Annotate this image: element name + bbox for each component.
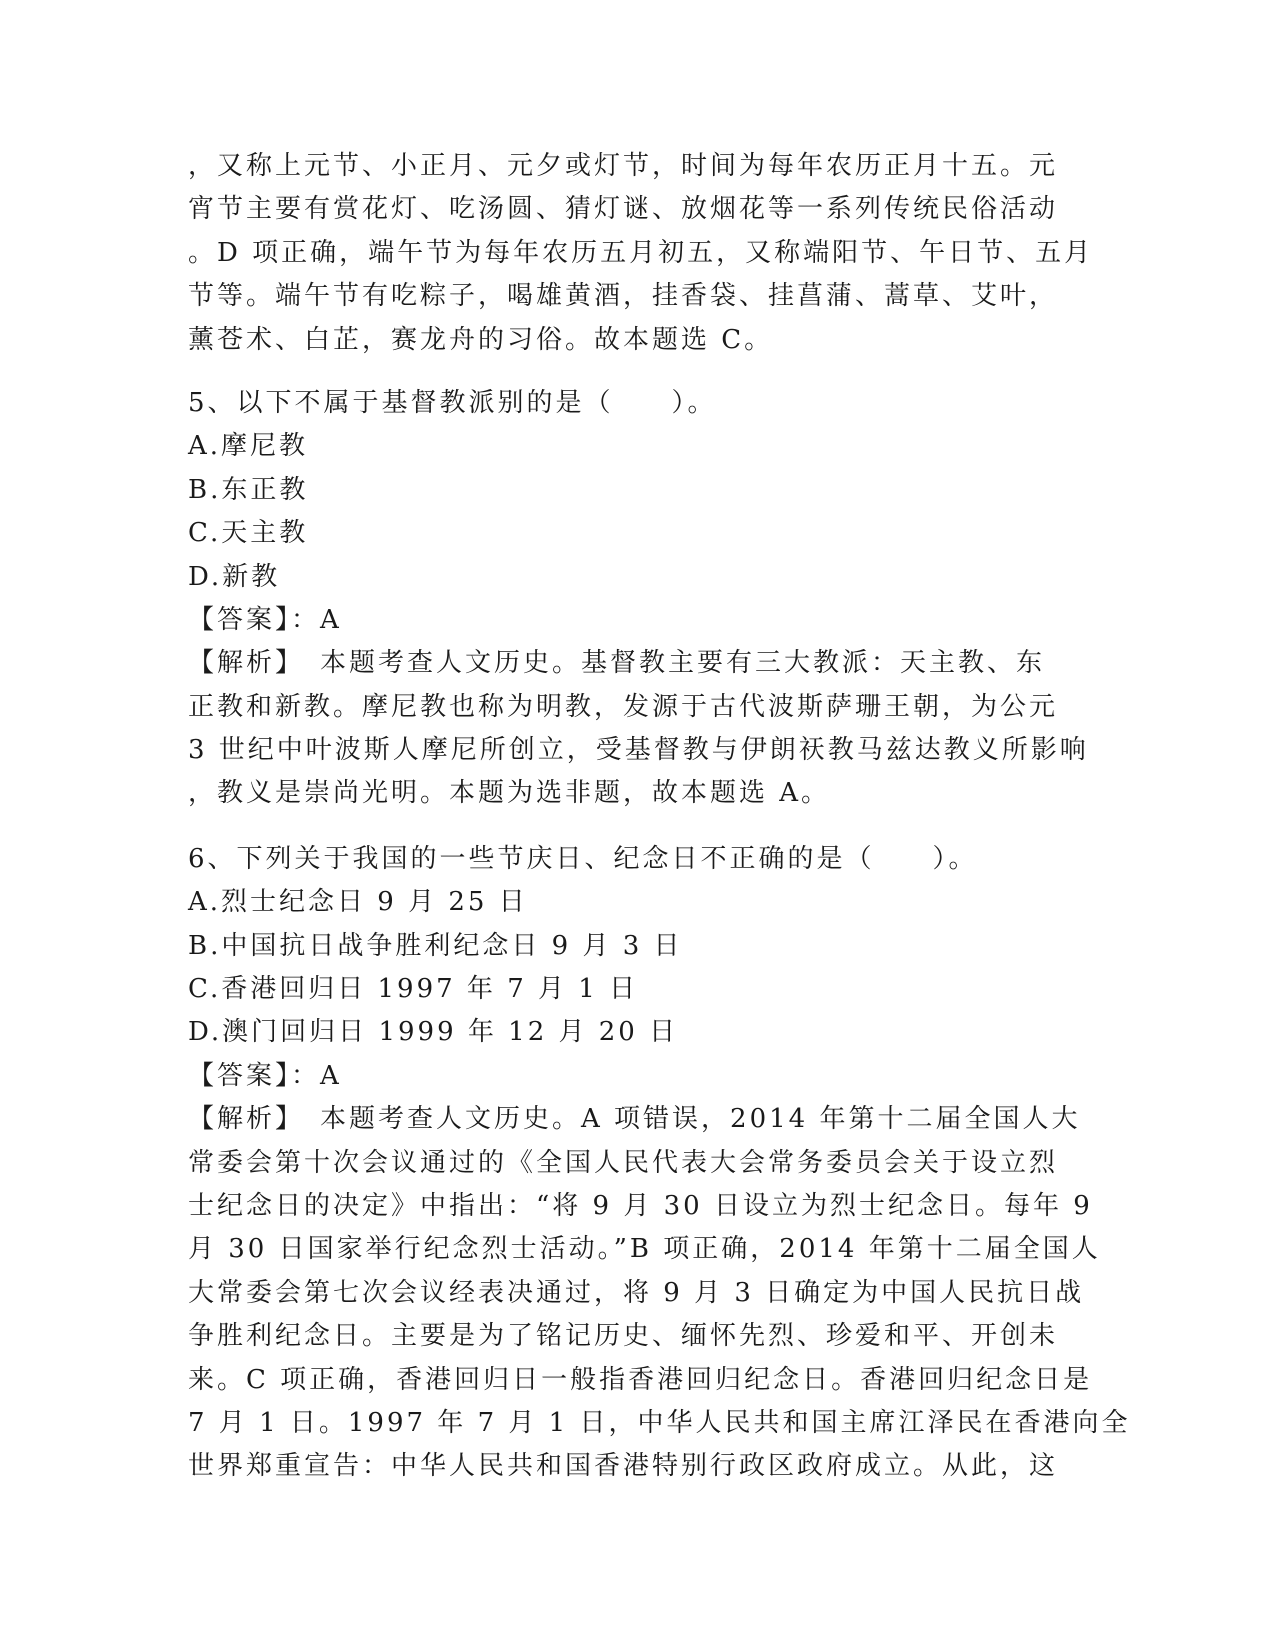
option-c: C.天主教 xyxy=(188,518,309,549)
explanation-line: 世界郑重宣告：中华人民共和国香港特别行政区政府成立。从此，这 xyxy=(188,1451,1059,1482)
option-a: A.烈士纪念日 9 月 25 日 xyxy=(188,887,528,918)
intro-paragraph xyxy=(188,145,1094,362)
answer-line: 【答案】：A xyxy=(188,604,342,635)
explanation-line: 正教和新教。摩尼教也称为明教，发源于古代波斯萨珊王朝，为公元 xyxy=(188,691,1059,722)
intro-line: 。D 项正确，端午节为每年农历五月初五，又称端阳节、午日节、五月 xyxy=(188,237,1094,268)
explanation-line: 【解析】 本题考查人文历史。A 项错误，2014 年第十二届全国人大 xyxy=(188,1104,1081,1135)
question-stem: 6、下列关于我国的一些节庆日、纪念日不正确的是（ ）。 xyxy=(188,843,978,874)
question-5 xyxy=(188,382,1088,816)
option-d: D.新教 xyxy=(188,561,281,592)
option-b: B.东正教 xyxy=(188,474,309,505)
explanation-line: 7 月 1 日。1997 年 7 月 1 日，中华人民共和国主席江泽民在香港向全 xyxy=(188,1407,1131,1438)
intro-line: 节等。端午节有吃粽子，喝雄黄酒，挂香袋、挂菖蒲、蒿草、艾叶， xyxy=(188,281,1059,312)
intro-line: 薰苍术、白芷，赛龙舟的习俗。故本题选 C。 xyxy=(188,324,774,355)
question-6 xyxy=(188,838,1131,1489)
option-d: D.澳门回归日 1999 年 12 月 20 日 xyxy=(188,1017,679,1048)
explanation-line: ，教义是崇尚光明。本题为选非题，故本题选 A。 xyxy=(188,778,831,809)
option-c: C.香港回归日 1997 年 7 月 1 日 xyxy=(188,974,639,1005)
document-page xyxy=(188,145,1131,1489)
explanation-line: 来。C 项正确，香港回归日一般指香港回归纪念日。香港回归纪念日是 xyxy=(188,1364,1093,1395)
explanation-line: 3 世纪中叶波斯人摩尼所创立，受基督教与伊朗祆教马兹达教义所影响 xyxy=(188,735,1089,766)
explanation-line: 士纪念日的决定》中指出：“将 9 月 30 日设立为烈士纪念日。每年 9 xyxy=(188,1190,1093,1221)
explanation-line: 争胜利纪念日。主要是为了铭记历史、缅怀先烈、珍爱和平、开创未 xyxy=(188,1321,1059,1352)
intro-line: 宵节主要有赏花灯、吃汤圆、猜灯谜、放烟花等一系列传统民俗活动 xyxy=(188,194,1059,225)
question-stem: 5、以下不属于基督教派别的是（ ）。 xyxy=(188,387,717,418)
intro-line: ，又称上元节、小正月、元夕或灯节，时间为每年农历正月十五。元 xyxy=(188,151,1059,181)
explanation-line: 【解析】 本题考查人文历史。基督教主要有三大教派：天主教、东 xyxy=(188,648,1046,679)
option-a: A.摩尼教 xyxy=(188,431,309,462)
answer-line: 【答案】：A xyxy=(188,1060,342,1091)
explanation-line: 大常委会第七次会议经表决通过，将 9 月 3 日确定为中国人民抗日战 xyxy=(188,1277,1085,1308)
explanation-line: 常委会第十次会议通过的《全国人民代表大会常务委员会关于设立烈 xyxy=(188,1147,1059,1178)
option-b: B.中国抗日战争胜利纪念日 9 月 3 日 xyxy=(188,930,683,961)
explanation-line: 月 30 日国家举行纪念烈士活动。”B 项正确，2014 年第十二届全国人 xyxy=(188,1234,1101,1265)
